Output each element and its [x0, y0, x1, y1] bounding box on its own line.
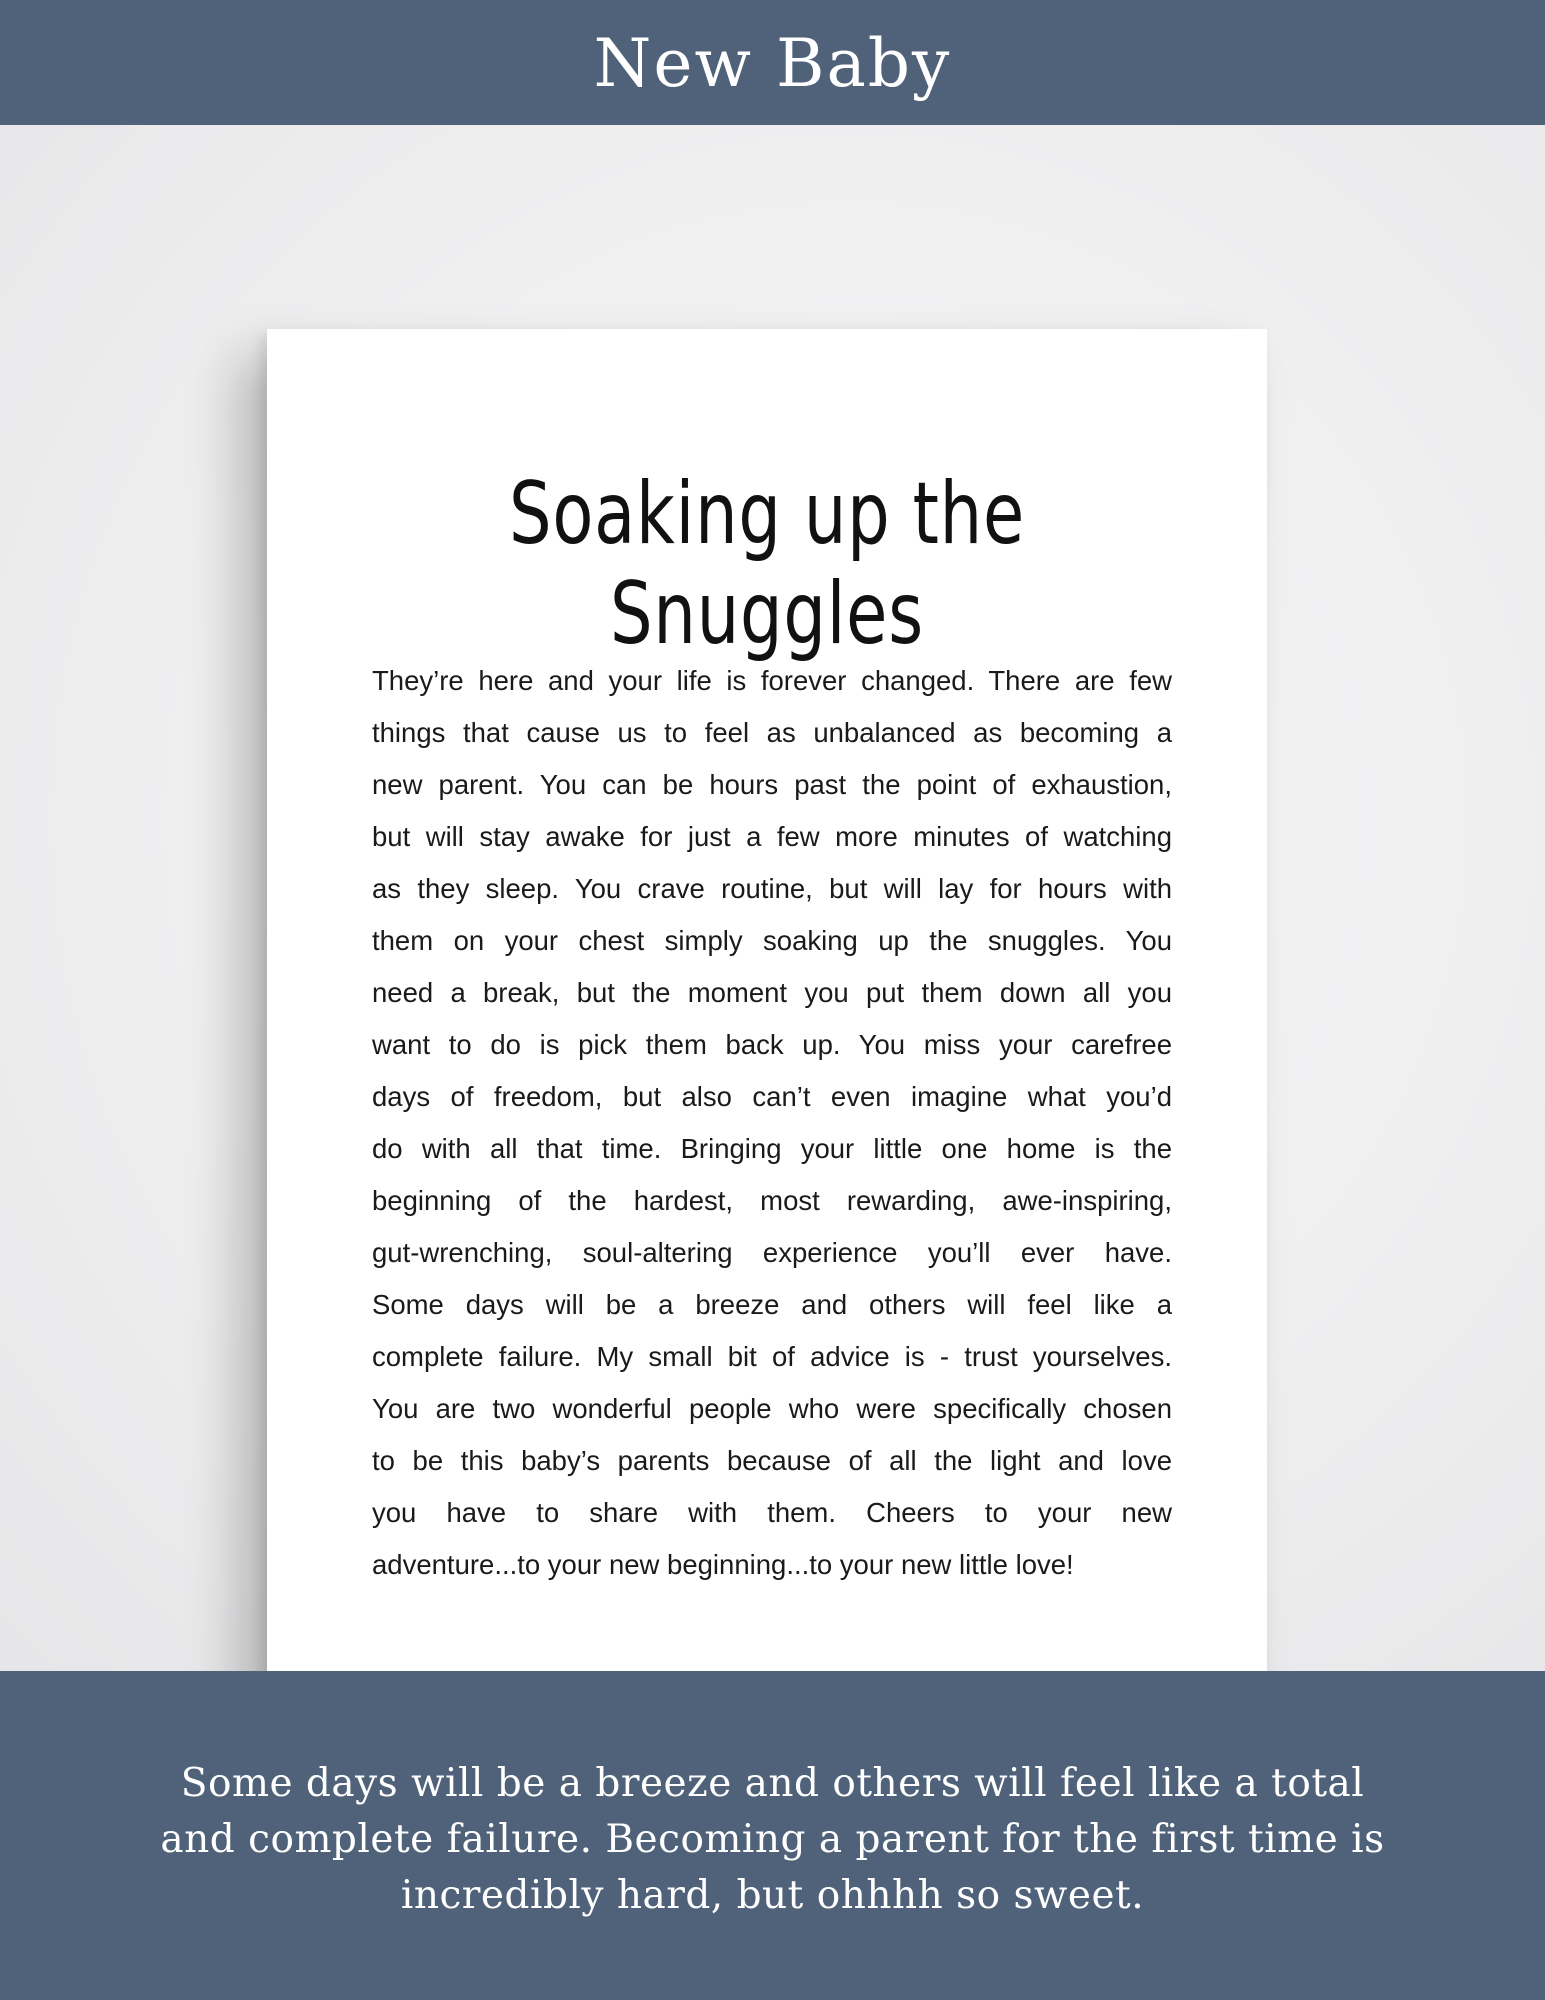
print-line: beginning of the hardest, most rewarding, awe-inspiring, — [372, 1185, 1172, 1216]
print-line: as they sleep. You crave routine, but will lay for hours with — [372, 873, 1172, 904]
print-line: want to do is pick them back up. You miss your carefree — [372, 1029, 1172, 1060]
print-line: adventure...to your new beginning...to your new little love! — [372, 1549, 1074, 1580]
print-line: them on your chest simply soaking up the snuggles. You — [372, 925, 1172, 956]
print-line: new parent. You can be hours past the point of exhaustion, — [372, 769, 1172, 800]
footer-caption: Some days will be a breeze and others will feel like a total and complete failure. Becoming a parent for the first time is incredibly hard, but ohhhh so sweet. — [160, 1761, 1385, 1918]
print-line: do with all that time. Bringing your little one home is the — [372, 1133, 1172, 1164]
print-line: things that cause us to feel as unbalanced as becoming a — [372, 717, 1172, 748]
print-body — [372, 655, 1172, 1591]
print-line: They’re here and your life is forever changed. There are few — [372, 665, 1172, 696]
print-line: you have to share with them. Cheers to your new — [372, 1497, 1172, 1528]
print-line: Some days will be a breeze and others will feel like a — [372, 1289, 1172, 1320]
page-title: New Baby — [593, 25, 952, 102]
print-heading: Soaking up the Snuggles — [508, 464, 1026, 664]
header-band — [0, 0, 1545, 125]
print-line: days of freedom, but also can’t even imagine what you’d — [372, 1081, 1172, 1112]
print-line: complete failure. My small bit of advice is - trust yourselves. — [372, 1341, 1172, 1372]
print-line: You are two wonderful people who were specifically chosen — [372, 1393, 1172, 1424]
product-photo — [0, 125, 1545, 1671]
footer-band — [0, 1671, 1545, 2000]
print-line: but will stay awake for just a few more minutes of watching — [372, 821, 1172, 852]
print-line: gut-wrenching, soul-altering experience you’ll ever have. — [372, 1237, 1172, 1268]
print-line: to be this baby’s parents because of all the light and love — [372, 1445, 1172, 1476]
art-print — [267, 329, 1267, 1709]
print-line: need a break, but the moment you put them down all you — [372, 977, 1172, 1008]
